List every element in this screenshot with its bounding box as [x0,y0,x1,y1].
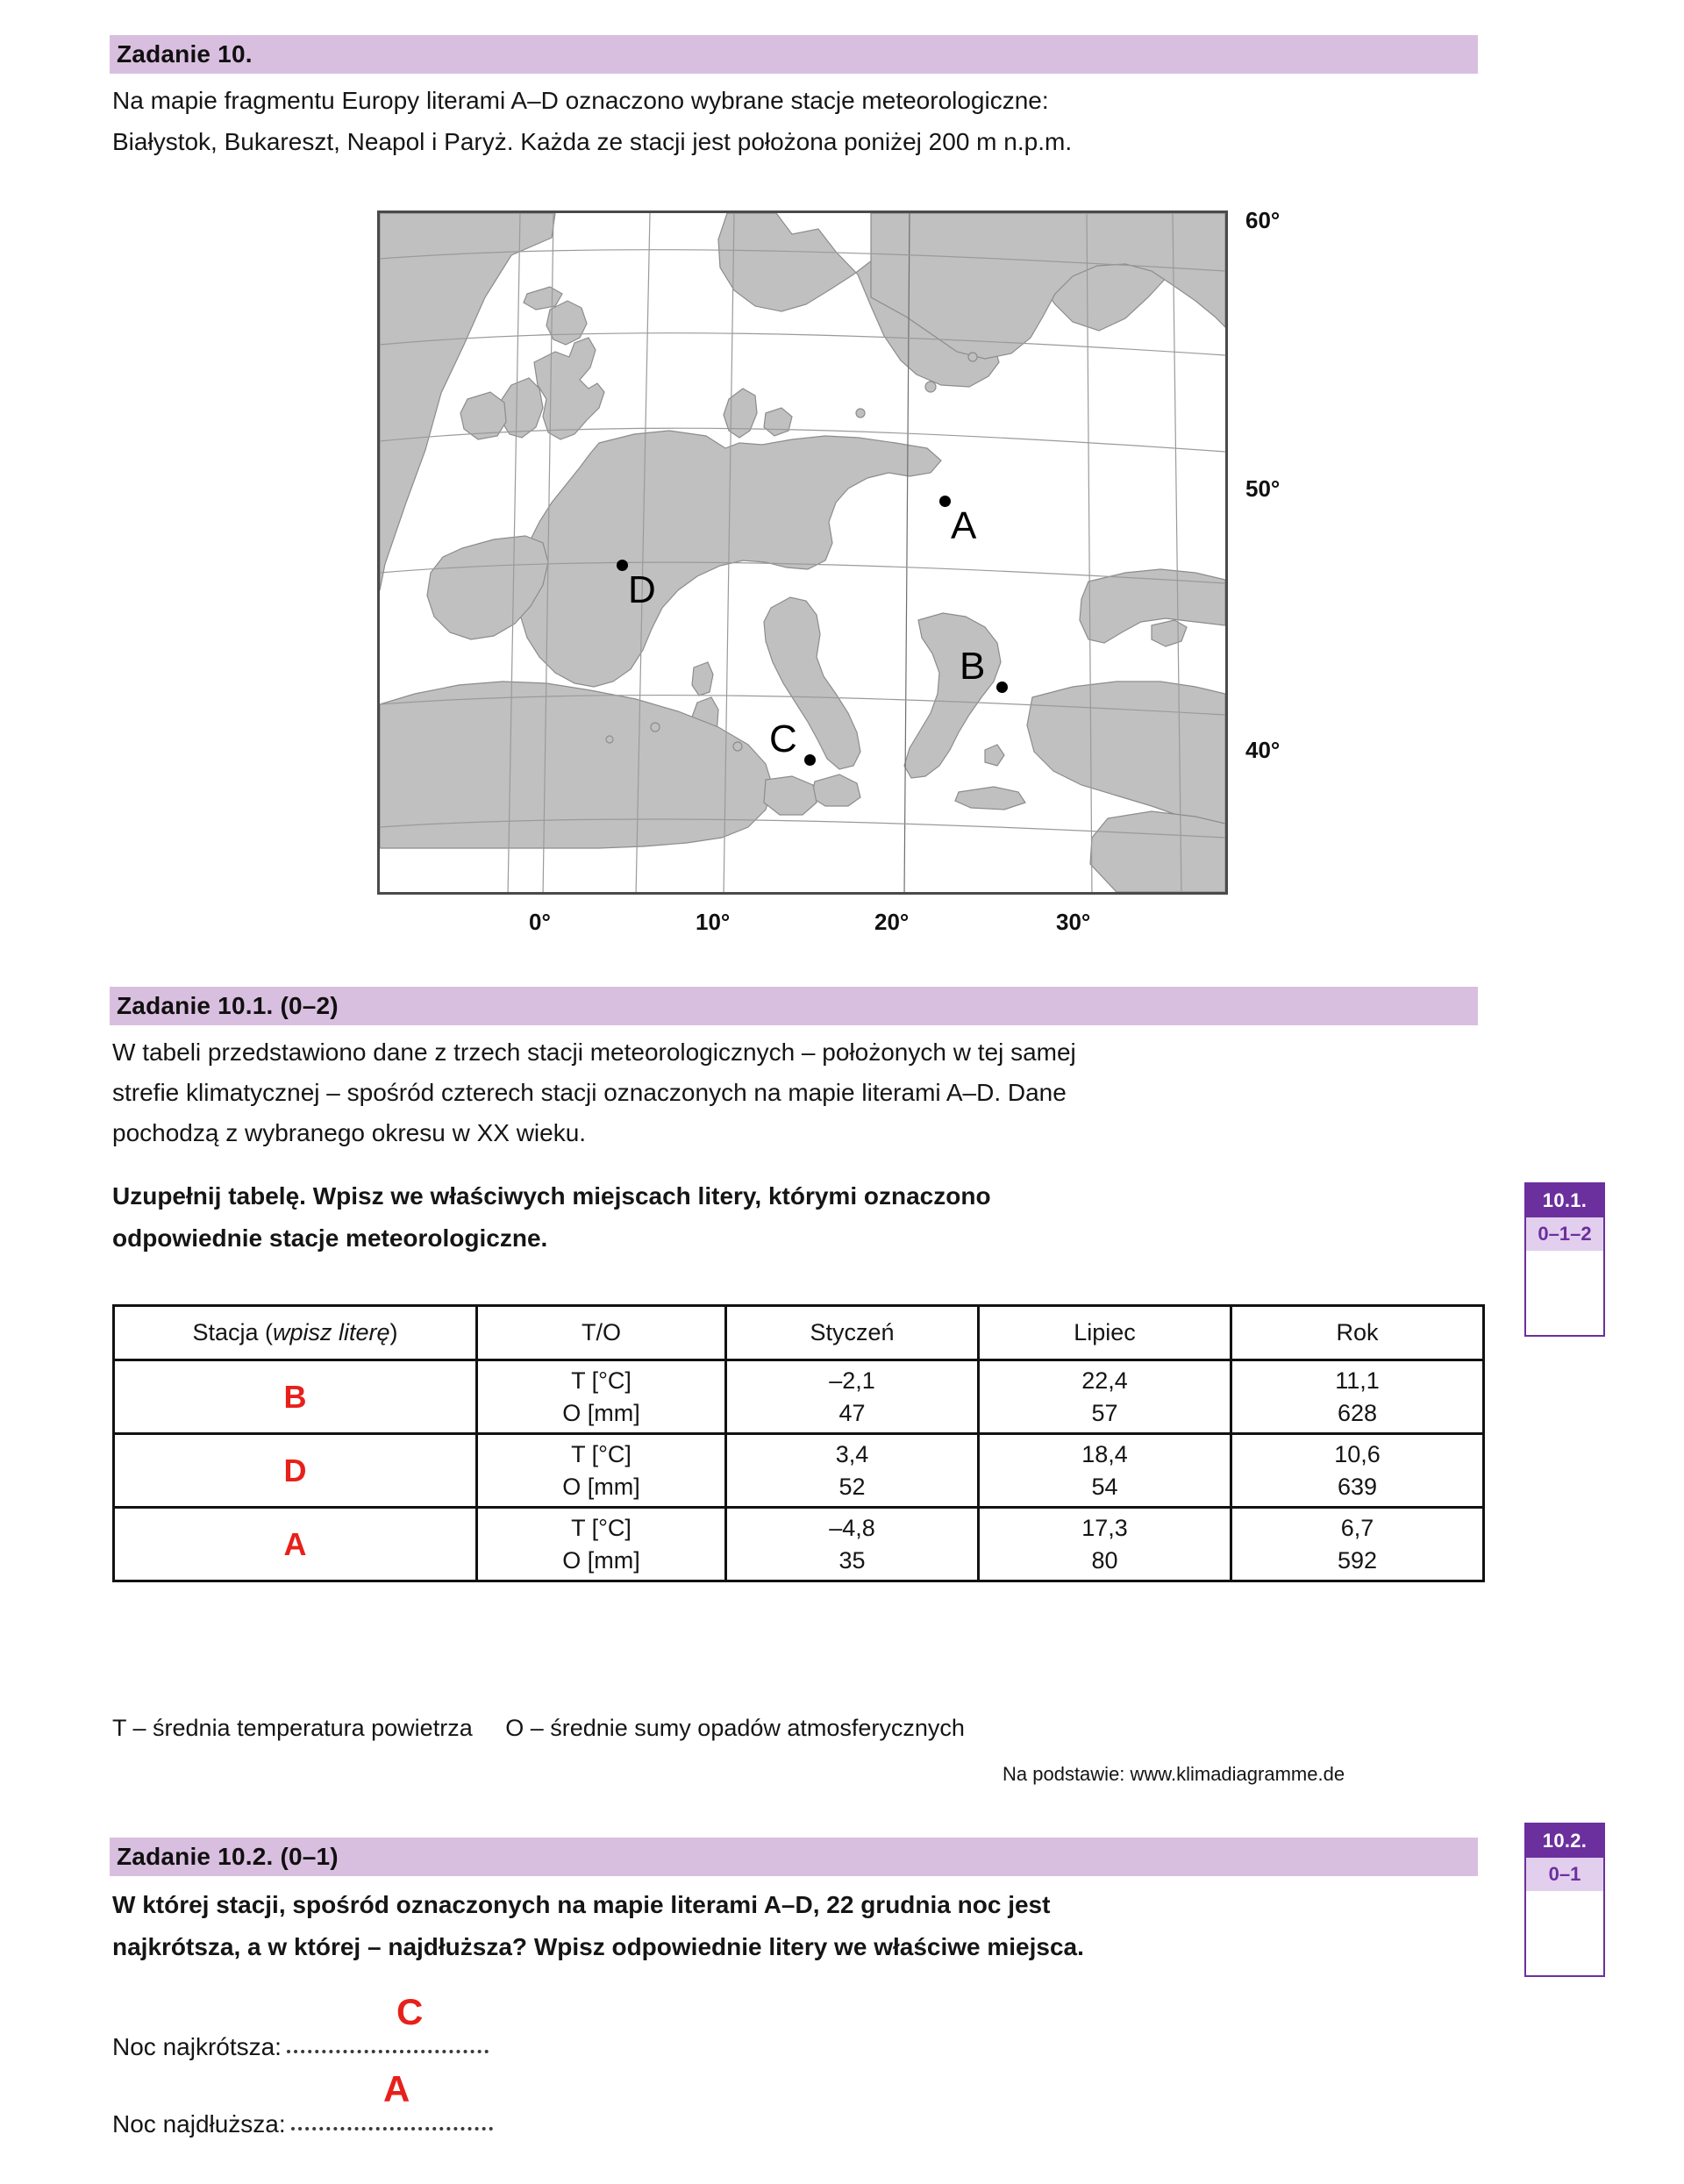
task-10-1-label: Zadanie 10.1. (0–2) [117,992,339,1019]
task-10-1-instruction-line-1: Uzupełnij tabelę. Wpisz we właściwych miejscach litery, którymi oznaczono [112,1182,991,1210]
answer-longest-night-label: Noc najdłuższa: [112,2110,286,2138]
score-box-10-1 [1524,1182,1605,1337]
map-lat-label-50: 50° [1245,475,1281,502]
score-box-10-1-title: 10.1. [1526,1184,1603,1217]
table-row-2-to [477,1508,726,1581]
score-box-10-2-range: 0–1 [1526,1858,1603,1891]
answer-longest-night-value[interactable]: A [383,2068,410,2109]
task-10-2-label: Zadanie 10.2. (0–1) [117,1843,339,1870]
table-row-1-styczen [726,1434,979,1508]
answer-longest-night-dots[interactable] [291,2127,493,2130]
table-row-0-t-rok: 11,1 [1335,1367,1380,1394]
map-lat-label-40: 40° [1245,737,1281,763]
table-legend: T – średnia temperatura powietrza O – średnie sumy opadów atmosferycznych [112,1715,965,1741]
table-row-1-rok [1231,1434,1484,1508]
map-lon-label-20: 20° [874,909,910,935]
answer-shortest-night-row [112,2033,489,2061]
station-letter-A: A [951,504,977,547]
table-row-1-o-rok: 639 [1337,1473,1378,1500]
table-row-0-o-styczen: 47 [838,1399,866,1426]
task-10-1-para-line-2: strefie klimatycznej – spośród czterech stacji oznaczonych na mapie literami A–D. Dane [112,1079,1067,1106]
map-lat-label-60: 60° [1245,207,1281,233]
table-row-2-rok [1231,1508,1484,1581]
table-row [114,1360,1484,1434]
map-lon-label-0: 0° [529,909,551,935]
table-row-2-o-rok: 592 [1337,1546,1378,1574]
table-row-2-label-o: O [mm] [562,1546,640,1574]
table-row-1-station-answer[interactable]: D [114,1434,477,1508]
table-row-2-o-styczen: 35 [838,1546,866,1574]
table-row-1-lipiec [979,1434,1231,1508]
score-box-10-2 [1524,1823,1605,1977]
table-header-rok: Rok [1231,1306,1484,1360]
table-row-0-label-t: T [°C] [571,1367,632,1394]
score-box-10-1-range: 0–1–2 [1526,1217,1603,1251]
task-10-1-instruction-line-2: odpowiednie stacje meteorologiczne. [112,1224,548,1252]
table-row-2-t-styczen: –4,8 [829,1514,875,1541]
table-row-0-t-styczen: –2,1 [829,1367,875,1394]
answer-shortest-night-label: Noc najkrótsza: [112,2033,282,2060]
station-dot-A [939,496,951,507]
table-row-0-lipiec [979,1360,1231,1434]
table-header-stacja-prefix: Stacja ( [192,1319,273,1345]
table-row-0-t-lipiec: 22,4 [1081,1367,1128,1394]
task-10-intro-line-2: Białystok, Bukareszt, Neapol i Paryż. Każda ze stacji jest położona poniżej 200 m n.p.m. [112,128,1073,155]
table-header-styczen: Styczeń [726,1306,979,1360]
table-row [114,1434,1484,1508]
task-10-intro-line-1: Na mapie fragmentu Europy literami A–D oznaczono wybrane stacje meteorologiczne: [112,87,1049,114]
table-row-0-o-rok: 628 [1337,1399,1378,1426]
table-row-2-styczen [726,1508,979,1581]
table-row-0-styczen [726,1360,979,1434]
table-header-lipiec: Lipiec [979,1306,1231,1360]
task-10-2-question-line-1: W której stacji, spośród oznaczonych na mapie literami A–D, 22 grudnia noc jest [112,1891,1051,1918]
map-frame [377,211,1228,895]
answer-shortest-night-value[interactable]: C [396,1991,424,2032]
table-row-2-station-answer[interactable]: A [114,1508,477,1581]
station-dot-D [617,560,628,571]
table-row-2-label-t: T [°C] [571,1514,632,1541]
score-box-10-2-blank[interactable] [1526,1891,1603,1975]
table-source: Na podstawie: www.klimadiagramme.de [1003,1763,1345,1785]
table-row-0-rok [1231,1360,1484,1434]
table-row-0-o-lipiec: 57 [1091,1399,1118,1426]
station-dot-C [804,754,816,766]
table-header-stacja-italic: wpisz literę [273,1319,390,1345]
table-row-0-label-o: O [mm] [562,1399,640,1426]
table-row-0-station-answer[interactable]: B [114,1360,477,1434]
station-letter-C: C [769,717,797,760]
table-row-1-label-t: T [°C] [571,1440,632,1467]
task-10-label: Zadanie 10. [117,40,253,68]
score-box-10-2-title: 10.2. [1526,1824,1603,1858]
table-row-1-o-styczen: 52 [838,1473,866,1500]
table-row-0-to [477,1360,726,1434]
table-header-row [114,1306,1484,1360]
answer-shortest-night-dots[interactable] [287,2050,489,2053]
station-letter-D: D [628,568,656,611]
table-row [114,1508,1484,1581]
map-container [377,207,1307,947]
score-box-10-1-blank[interactable] [1526,1251,1603,1335]
task-10-1-para-line-3: pochodzą z wybranego okresu w XX wieku. [112,1119,587,1146]
table-row-1-t-styczen: 3,4 [835,1440,869,1467]
task-10-1-header-band [110,987,1478,1025]
map-lon-label-30: 30° [1056,909,1091,935]
map-lon-label-10: 10° [696,909,731,935]
task-10-2-question-line-2: najkrótsza, a w której – najdłuższa? Wpisz odpowiednie litery we właściwe miejsca. [112,1933,1084,1960]
map-svg [380,213,1225,892]
table-header-stacja-suffix: ) [389,1319,398,1345]
table-row-1-o-lipiec: 54 [1091,1473,1118,1500]
table-row-1-label-o: O [mm] [562,1473,640,1500]
table-row-1-t-rok: 10,6 [1334,1440,1381,1467]
task-10-2-header-band [110,1838,1478,1876]
table-row-2-t-rok: 6,7 [1340,1514,1374,1541]
table-header-to: T/O [477,1306,726,1360]
table-header-stacja [114,1306,477,1360]
table-row-2-o-lipiec: 80 [1091,1546,1118,1574]
station-dot-B [996,682,1008,693]
climate-data-table [112,1304,1485,1582]
answer-longest-night-row [112,2110,493,2138]
table-row-2-t-lipiec: 17,3 [1081,1514,1128,1541]
table-row-1-to [477,1434,726,1508]
table-row-1-t-lipiec: 18,4 [1081,1440,1128,1467]
task-10-1-para-line-1: W tabeli przedstawiono dane z trzech stacji meteorologicznych – położonych w tej samej [112,1038,1076,1066]
station-letter-B: B [960,645,986,688]
table-row-2-lipiec [979,1508,1231,1581]
task-10-header-band [110,35,1478,74]
